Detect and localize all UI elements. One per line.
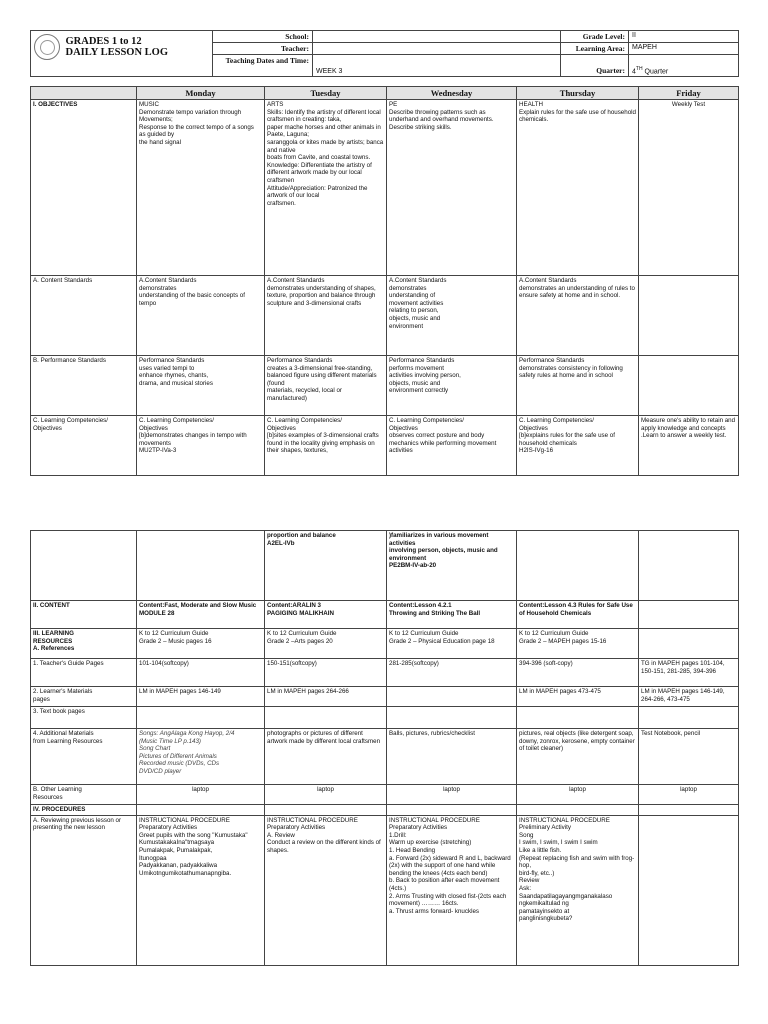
table-cell-friday: Test Notebook, pencil: [639, 729, 739, 785]
table-cell-monday: MUSIC Demonstrate tempo variation through Movements; Response to the correct tempo of a songs as guided by the hand signal: [137, 100, 265, 276]
table-cell-tuesday: 150-151(softcopy): [265, 659, 387, 687]
teaching-dates-value: WEEK 3: [313, 55, 561, 77]
table-cell-thursday: HEALTH Explain rules for the safe use of household chemicals.: [517, 100, 639, 276]
teacher-value: [313, 43, 561, 55]
table-row: [31, 729, 739, 785]
table-cell-monday: Songs: AngAlaga Kong Hayop, 2/4 (Music Time LP p.143) Song Chart Pictures of Different Animals Recorded music (DVDs, CDs DVD/CD player: [137, 729, 265, 785]
row-label: III. LEARNING RESOURCES A. References: [31, 629, 137, 659]
learning-area-value: MAPEH: [629, 43, 739, 55]
row-label: [31, 531, 137, 601]
day-header-tuesday: Tuesday: [265, 87, 387, 100]
table-cell-friday: Weekly Test: [639, 100, 739, 276]
table-cell-wednesday: K to 12 Curriculum Guide Grade 2 – Physical Education page 18: [387, 629, 517, 659]
table-cell-friday: [639, 601, 739, 629]
lesson-log-table-part2: [30, 530, 739, 966]
table-cell-friday: TG in MAPEH pages 101-104, 150-151, 281-285, 394-396: [639, 659, 739, 687]
table-row: [31, 815, 739, 965]
row-label: IV. PROCEDURES: [31, 805, 137, 816]
table-cell-wednesday: Performance Standards performs movement activities involving person, objects, music and environment correctly: [387, 356, 517, 416]
table-cell-thursday: laptop: [517, 785, 639, 805]
table-cell-wednesday: laptop: [387, 785, 517, 805]
row-label: B. Other Learning Resources: [31, 785, 137, 805]
table-cell-thursday: Performance Standards demonstrates consistency in following safety rules at home and in school: [517, 356, 639, 416]
teaching-dates-label: Teaching Dates and Time:: [213, 55, 313, 77]
table-cell-tuesday: photographs or pictures of different artwork made by different local craftsmen: [265, 729, 387, 785]
header-table: [30, 30, 739, 77]
table-cell-wednesday: [387, 687, 517, 707]
table-cell-wednesday: 281-285(softcopy): [387, 659, 517, 687]
table-row: [31, 659, 739, 687]
table-cell-thursday: 394-396 (soft-copy): [517, 659, 639, 687]
table-cell-monday: [137, 707, 265, 729]
corner-cell: [31, 87, 137, 100]
table-cell-friday: laptop: [639, 785, 739, 805]
table-cell-friday: Measure one's ability to retain and apply knowledge and concepts .Learn to answer a weekly test.: [639, 416, 739, 476]
row-label: C. Learning Competencies/ Objectives: [31, 416, 137, 476]
table-cell-thursday: LM in MAPEH pages 473-475: [517, 687, 639, 707]
table-cell-tuesday: proportion and balance A2EL-IVb: [265, 531, 387, 601]
table-cell-monday: A.Content Standards demonstrates understanding of the basic concepts of tempo: [137, 276, 265, 356]
table-row: [31, 601, 739, 629]
table-row: [31, 356, 739, 416]
school-value: [313, 31, 561, 43]
row-label: A. Content Standards: [31, 276, 137, 356]
row-label: 1. Teacher's Guide Pages: [31, 659, 137, 687]
table-cell-wednesday: )familiarizes in various movement activities involving person, objects, music and environment PE2BM-IV-ab-20: [387, 531, 517, 601]
table-row: [31, 805, 739, 816]
school-label: School:: [213, 31, 313, 43]
learning-area-label: Learning Area:: [561, 43, 629, 55]
table-cell-monday: laptop: [137, 785, 265, 805]
table-cell-monday: LM in MAPEH pages 146-149: [137, 687, 265, 707]
table-cell-thursday: A.Content Standards demonstrates an understanding of rules to ensure safety at home and in school.: [517, 276, 639, 356]
table-cell-tuesday: [265, 707, 387, 729]
table-cell-thursday: INSTRUCTIONAL PROCEDURE Preliminary Activity Song I swim, I swim, I swim I swim Like a little fish. (Repeat replacing fish and swim with frog-hop, bird-fly, etc..) Review Ask: Saandapatilagayangmganakalaso ngkemikaltulad ng pamatayinsekto at panglinisngkubeta?: [517, 815, 639, 965]
table-cell-thursday: [517, 805, 639, 816]
table-cell-thursday: C. Learning Competencies/ Objectives [b]explains rules for the safe use of household chemicals H2IS-IVg-16: [517, 416, 639, 476]
table-cell-wednesday: [387, 707, 517, 729]
form-title: [63, 31, 213, 77]
row-label: A. Reviewing previous lesson or presenting the new lesson: [31, 815, 137, 965]
table-cell-friday: [639, 815, 739, 965]
lesson-log-table-part1: [30, 86, 739, 476]
table-cell-tuesday: INSTRUCTIONAL PROCEDURE Preparatory Activities A. Review Conduct a review on the different kinds of shapes.: [265, 815, 387, 965]
table-row: [31, 687, 739, 707]
day-header-friday: Friday: [639, 87, 739, 100]
form-title-line1: GRADES 1 to 12: [65, 36, 142, 47]
table-cell-wednesday: INSTRUCTIONAL PROCEDURE Preparatory Activities 1.Drill: Warm up exercise (stretching) 1. Head Bending a. Forward (2x) sideward R and L, backward (2x) with the support of one hand while bending the knees (4cts each bend) b. Back to position after each movement (4cts.) 2. Arms Trusting with closed fist-(2cts each movement) ……… 16cts. a. Thrust arms forward- knuckles: [387, 815, 517, 965]
day-header-wednesday: Wednesday: [387, 87, 517, 100]
row-label: II. CONTENT: [31, 601, 137, 629]
table-cell-wednesday: C. Learning Competencies/ Objectives observes correct posture and body mechanics while performing movement activities: [387, 416, 517, 476]
table-cell-thursday: pictures, real objects (like detergent soap, downy, zonrox, kerosene, empty container of toilet cleaner): [517, 729, 639, 785]
day-header-monday: Monday: [137, 87, 265, 100]
table-cell-monday: [137, 531, 265, 601]
table-cell-monday: INSTRUCTIONAL PROCEDURE Preparatory Activities Greet pupils with the song "Kumustaka" KumustakakaIna"tmagsaya Pumalakpak, Pumalakpak, Itunogpaa Padyakkanan, padyakkaliwa Umikotngumikotathumanapngiba.: [137, 815, 265, 965]
form-title-line2: DAILY LESSON LOG: [65, 47, 169, 58]
table-cell-tuesday: Content:ARALIN 3 PAGIGING MALIKHAIN: [265, 601, 387, 629]
row-label: I. OBJECTIVES: [31, 100, 137, 276]
table-cell-monday: Performance Standards uses varied tempi to enhance rhymes, chants, drama, and musical stories: [137, 356, 265, 416]
table-cell-thursday: [517, 531, 639, 601]
quarter-value: 4TH Quarter: [629, 55, 739, 77]
grade-level-label: Grade Level:: [561, 31, 629, 43]
table-cell-friday: [639, 356, 739, 416]
table-cell-tuesday: ARTS Skills: Identify the artistry of different local craftsmen in creating: taka, paper mache horses and other animals in Paete, Laguna; saranggola or kites made by artists; banca and native boats from Cavite, and coastal towns. Knowledge: Differentiate the artistry of different artwork made by our local craftsmen Attitude/Appreciation: Patronized the artwork of our local craftsmen.: [265, 100, 387, 276]
table-cell-tuesday: C. Learning Competencies/ Objectives [b]sites examples of 3-dimensional crafts found in the locality giving emphasis on their shapes, textures,: [265, 416, 387, 476]
table-cell-thursday: Content:Lesson 4.3 Rules for Safe Use of Household Chemicals: [517, 601, 639, 629]
table-cell-wednesday: [387, 805, 517, 816]
table-cell-monday: Content:Fast, Moderate and Slow Music MODULE 28: [137, 601, 265, 629]
table-cell-friday: LM in MAPEH pages 146-149, 264-266, 473-475: [639, 687, 739, 707]
row-label: 3. Text book pages: [31, 707, 137, 729]
teacher-label: Teacher:: [213, 43, 313, 55]
table-cell-friday: [639, 629, 739, 659]
table-cell-thursday: K to 12 Curriculum Guide Grade 2 – MAPEH pages 15-16: [517, 629, 639, 659]
table-cell-tuesday: [265, 805, 387, 816]
day-header-row: [31, 87, 739, 100]
row-label: 2. Learner's Materials pages: [31, 687, 137, 707]
table-cell-tuesday: LM in MAPEH pages 264-266: [265, 687, 387, 707]
table-row: [31, 785, 739, 805]
deped-seal-logo: [31, 31, 63, 77]
day-header-thursday: Thursday: [517, 87, 639, 100]
table-cell-monday: [137, 805, 265, 816]
row-label: 4. Additional Materials from Learning Resources: [31, 729, 137, 785]
table-cell-tuesday: laptop: [265, 785, 387, 805]
table-cell-wednesday: Content:Lesson 4.2.1 Throwing and Striking The Ball: [387, 601, 517, 629]
table-row: [31, 531, 739, 601]
table-cell-monday: 101-104(softcopy): [137, 659, 265, 687]
table-row: [31, 629, 739, 659]
quarter-label: Quarter:: [561, 55, 629, 77]
table-row: [31, 100, 739, 276]
table-cell-tuesday: Performance Standards creates a 3-dimensional free-standing, balanced figure using different materials (found materials, recycled, local or manufactured): [265, 356, 387, 416]
row-label: B. Performance Standards: [31, 356, 137, 416]
table-cell-friday: [639, 805, 739, 816]
table-cell-wednesday: PE Describe throwing patterns such as underhand and overhand movements. Describe striking skills.: [387, 100, 517, 276]
table-cell-friday: [639, 707, 739, 729]
grade-level-value: II: [629, 31, 739, 43]
table-row: [31, 707, 739, 729]
table-cell-tuesday: A.Content Standards demonstrates understanding of shapes, texture, proportion and balance through sculpture and 3-dimensional crafts: [265, 276, 387, 356]
table-cell-friday: [639, 276, 739, 356]
table-cell-wednesday: Balls, pictures, rubrics/checklist: [387, 729, 517, 785]
table-cell-monday: C. Learning Competencies/ Objectives [b]demonstrates changes in tempo with movements MU2TP-IVa-3: [137, 416, 265, 476]
table-cell-tuesday: K to 12 Curriculum Guide Grade 2 –Arts pages 20: [265, 629, 387, 659]
table-cell-thursday: [517, 707, 639, 729]
table-row: [31, 276, 739, 356]
table-cell-monday: K to 12 Curriculum Guide Grade 2 – Music pages 16: [137, 629, 265, 659]
table-cell-friday: [639, 531, 739, 601]
table-cell-wednesday: A.Content Standards demonstrates understanding of movement activities relating to person, objects, music and environment: [387, 276, 517, 356]
table-row: [31, 416, 739, 476]
